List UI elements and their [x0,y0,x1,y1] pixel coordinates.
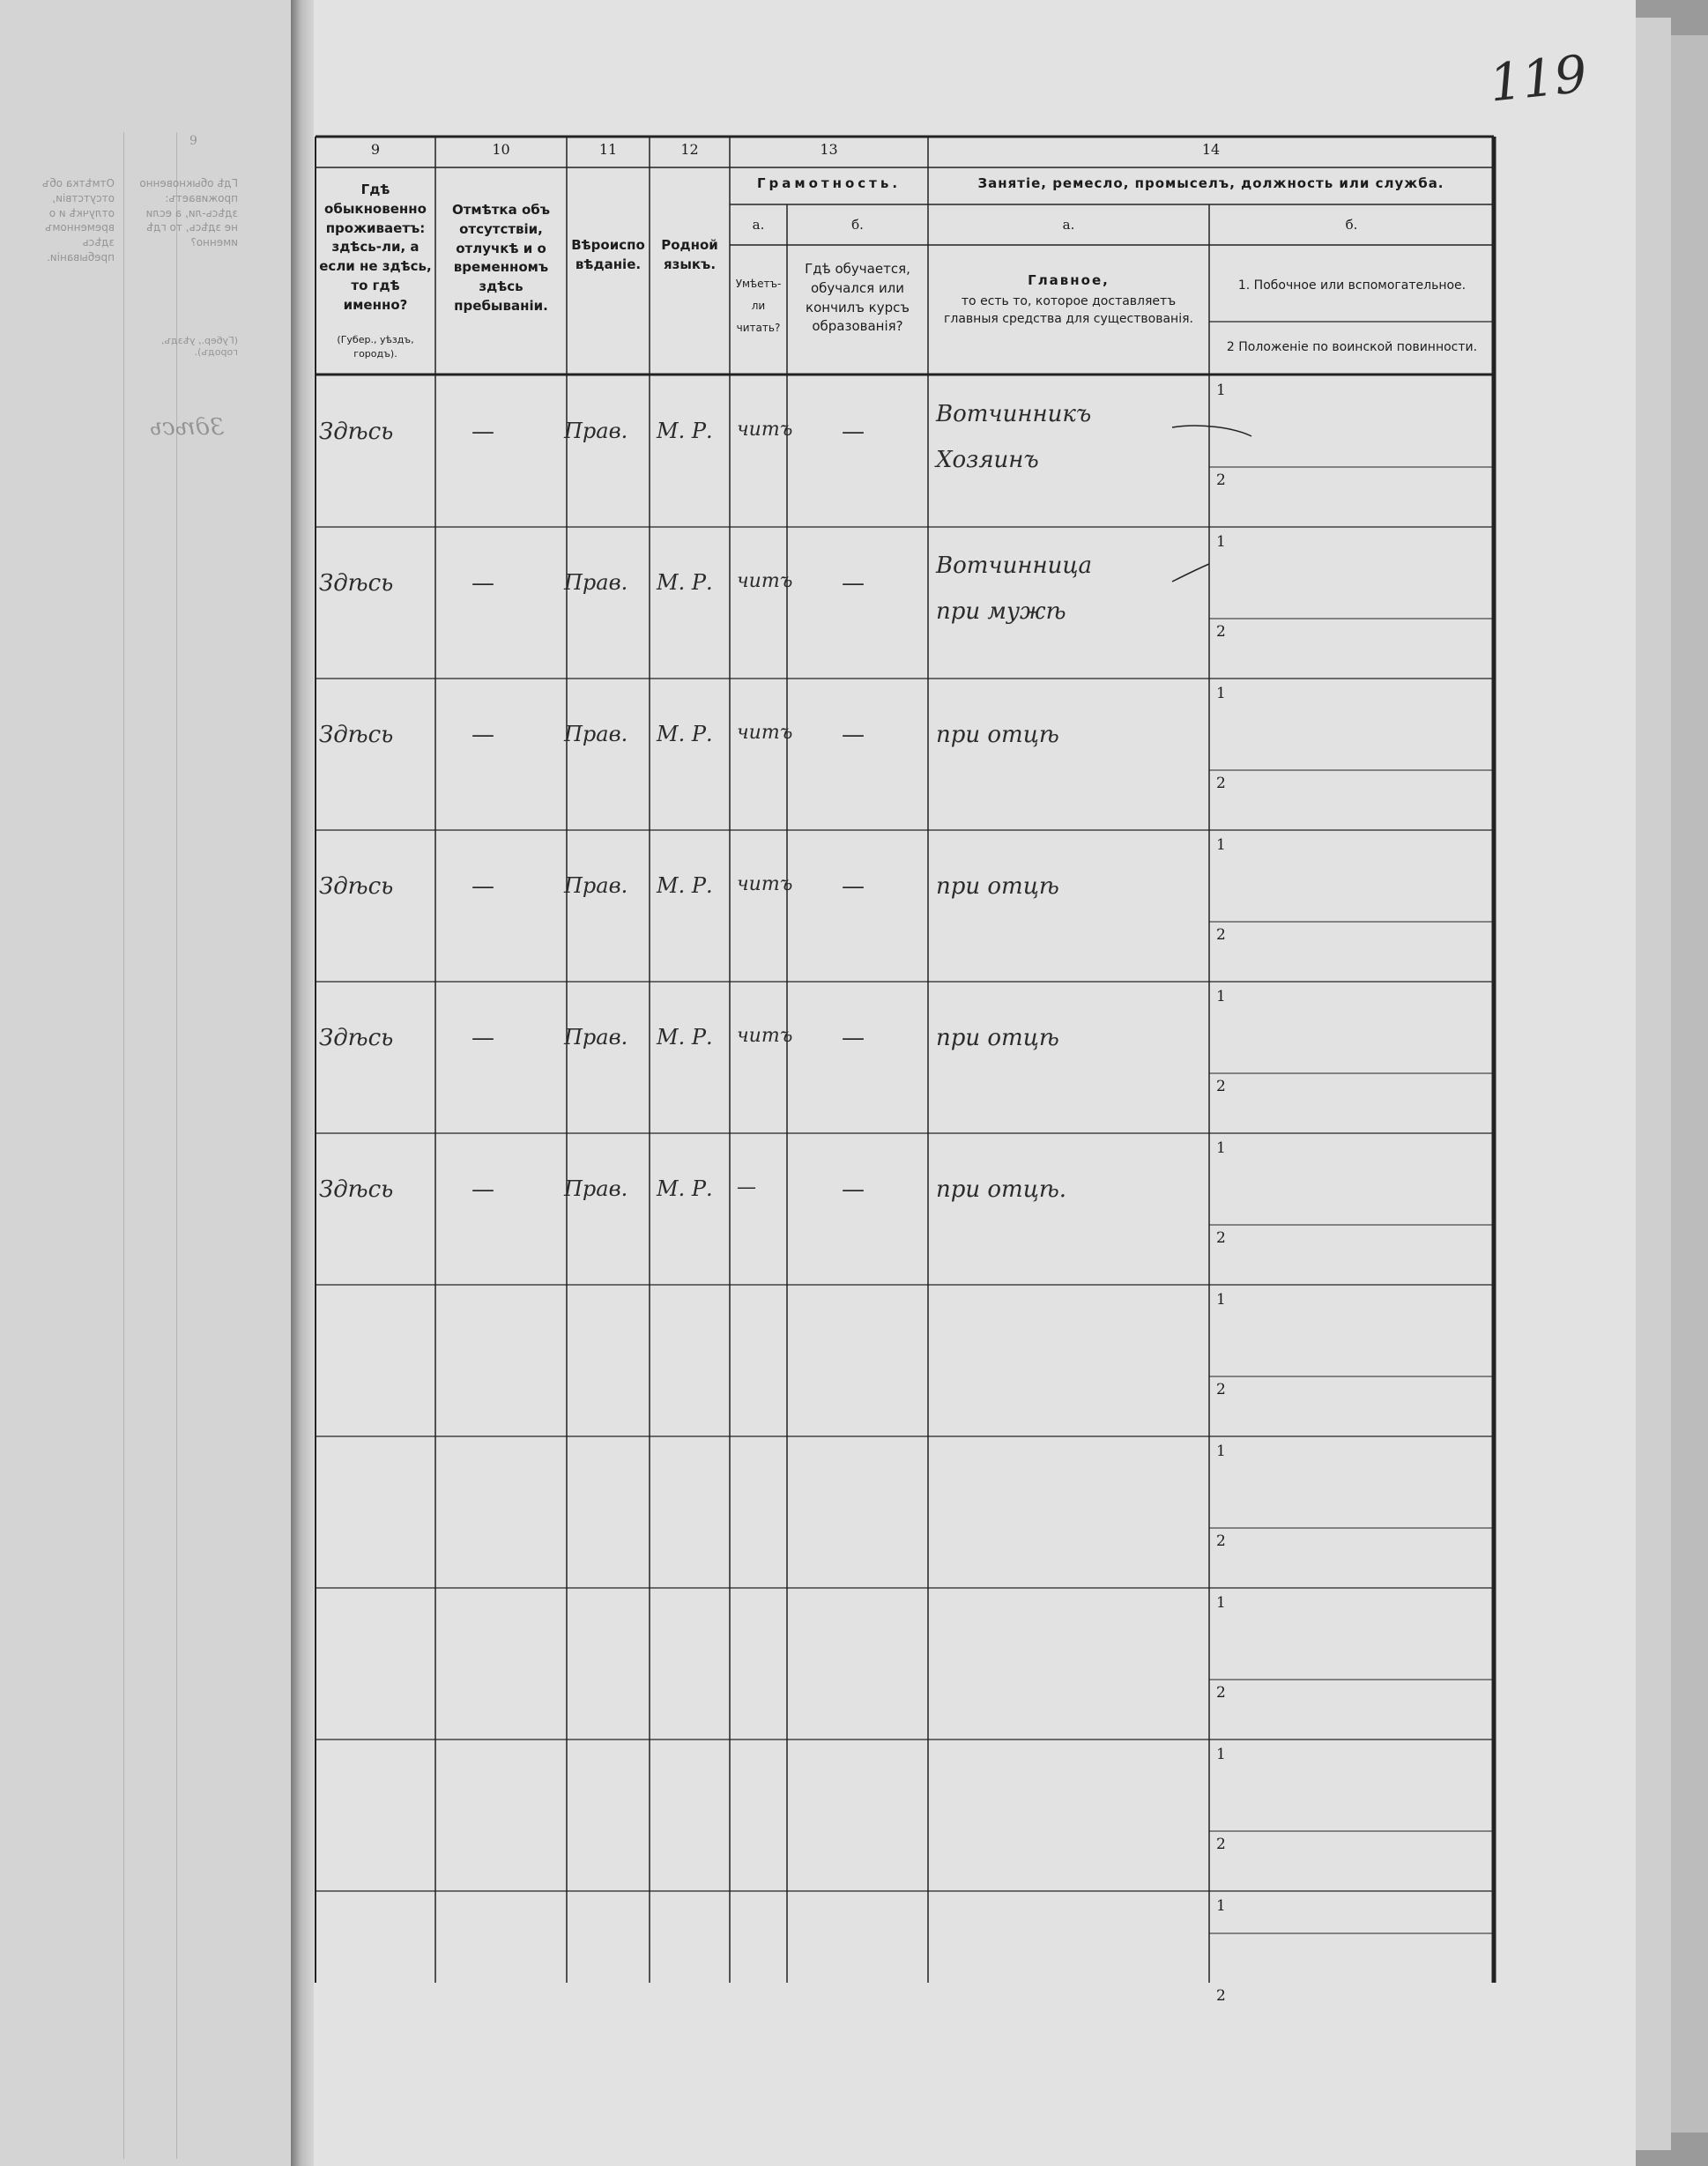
education-entry: — [842,570,865,597]
header-col12: Родной языкъ. [661,237,718,272]
religion-entry: Прав. [564,1176,628,1201]
absence-entry: — [472,722,494,748]
header-col14a-sub: то есть то, которое доставляетъ главныя средства для существованія. [944,294,1193,327]
row-mark-two: 2 [1216,1684,1226,1702]
religion-entry: Прав. [564,570,628,595]
absence-entry: — [472,873,494,900]
absence-entry: — [472,570,494,597]
header-col14b-letter: б. [1345,217,1358,233]
education-entry: — [842,1025,865,1051]
column-number-11: 11 [598,141,618,158]
row-mark-one: 1 [1216,382,1226,399]
religion-entry: Прав. [564,1025,628,1050]
reads-entry: читъ [737,873,793,895]
occupation-entry: при отцѣ [936,1025,1059,1051]
left-page-col-b: Гдѣ обыкновенно проживаетъ: здѣсь-ли, а если не здѣсь, то гдѣ именно? [139,177,238,249]
left-page-entry: Здѣсь [150,414,225,441]
left-page-col-a: Отмѣтка объ отсутствіи, отлучкѣ и о временномъ здѣсь пребываніи. [41,177,115,263]
residence-entry: Здѣсь [319,419,394,445]
row-mark-two: 2 [1216,775,1226,792]
absence-entry: — [472,1025,494,1051]
religion-entry: Прав. [564,722,628,746]
row-mark-two: 2 [1216,1229,1226,1247]
education-entry: — [842,722,865,748]
absence-entry: — [472,419,494,445]
residence-entry: Здѣсь [319,570,394,597]
header-col13a: Умѣетъ-ли читать? [735,278,782,335]
language-entry: М. Р. [657,1025,713,1050]
row-mark-one: 1 [1216,1746,1226,1763]
language-entry: М. Р. [657,570,713,595]
language-entry: М. Р. [657,873,713,898]
reads-entry: читъ [737,722,793,744]
reads-entry: читъ [737,419,793,441]
header-col9: Гдѣ обыкновенно проживаетъ: здѣсь-ли, а если не здѣсь, то гдѣ именно? [319,182,432,313]
column-number-14: 14 [1201,141,1221,158]
row-mark-one: 1 [1216,1139,1226,1157]
row-mark-two: 2 [1216,471,1226,489]
header-col11: Вѣроисповѣданіе. [571,237,645,272]
row-mark-two: 2 [1216,1532,1226,1550]
row-mark-one: 1 [1216,836,1226,854]
header-col13b: Гдѣ обучается, обучался или кончилъ курсъ образованія? [805,261,910,335]
residence-entry: Здѣсь [319,722,394,748]
column-number-12: 12 [680,141,699,158]
row-mark-one: 1 [1216,1443,1226,1460]
header-col13a-letter: а. [752,217,765,233]
row-mark-two: 2 [1216,1381,1226,1398]
row-mark-two: 2 [1216,926,1226,944]
left-page-col-b-note: (Губер., уѣздъ, городъ). [160,335,238,358]
occupation-entry: при отцѣ [936,873,1059,900]
header-col14b-1: 1. Побочное или вспомогательное. [1237,278,1467,293]
header-col10: Отмѣтка объ отсутствіи, отлучкѣ и о временномъ здѣсь пребываніи. [451,202,550,314]
occupation-entry: при отцѣ. [936,1176,1067,1203]
column-number-13: 13 [820,141,838,158]
residence-entry: Здѣсь [319,873,394,900]
row-mark-one: 1 [1216,1897,1226,1915]
row-mark-two: 2 [1216,1836,1226,1853]
row-mark-one: 1 [1216,685,1226,702]
language-entry: М. Р. [657,1176,713,1201]
education-entry: — [842,873,865,900]
header-col13b-letter: б. [851,217,864,233]
header-col14b-2: 2 Положеніе по воинской повинности. [1226,340,1478,354]
language-entry: М. Р. [657,722,713,746]
column-number-9: 9 [370,141,381,158]
religion-entry: Прав. [564,873,628,898]
language-entry: М. Р. [657,419,713,443]
page-number: 119 [1486,43,1590,114]
reads-entry: — [737,1176,756,1198]
residence-entry: Здѣсь [319,1025,394,1051]
row-mark-one: 1 [1216,533,1226,551]
row-mark-one: 1 [1216,1291,1226,1309]
occupation-entry: Вотчинникъ [936,401,1092,427]
absence-entry: — [472,1176,494,1203]
row-mark-two: 2 [1216,623,1226,641]
header-col14-title: Занятіе, ремесло, промыселъ, должность или служба. [977,175,1444,191]
header-col13-title: Грамотность. [756,175,902,191]
education-entry: — [842,1176,865,1203]
header-col14a-letter: а. [1062,217,1075,233]
occupation-entry: при отцѣ [936,722,1059,748]
row-mark-one: 1 [1216,988,1226,1005]
row-mark-two: 2 [1216,1987,1226,2005]
occupation-entry-line2: при мужѣ [936,598,1066,625]
occupation-entry: Вотчинница [936,553,1092,579]
column-number-10: 10 [492,141,510,158]
row-mark-one: 1 [1216,1594,1226,1612]
row-mark-two: 2 [1216,1078,1226,1095]
left-page-col-number: 9 [189,134,197,148]
header-col14a-main: Главное, [1028,272,1110,288]
occupation-entry-line2: Хозяинъ [936,447,1039,473]
reads-entry: читъ [737,1025,793,1047]
header-col9-note: (Губер., уѣздъ, городъ). [337,334,414,360]
religion-entry: Прав. [564,419,628,443]
education-entry: — [842,419,865,445]
residence-entry: Здѣсь [319,1176,394,1203]
reads-entry: читъ [737,570,793,592]
